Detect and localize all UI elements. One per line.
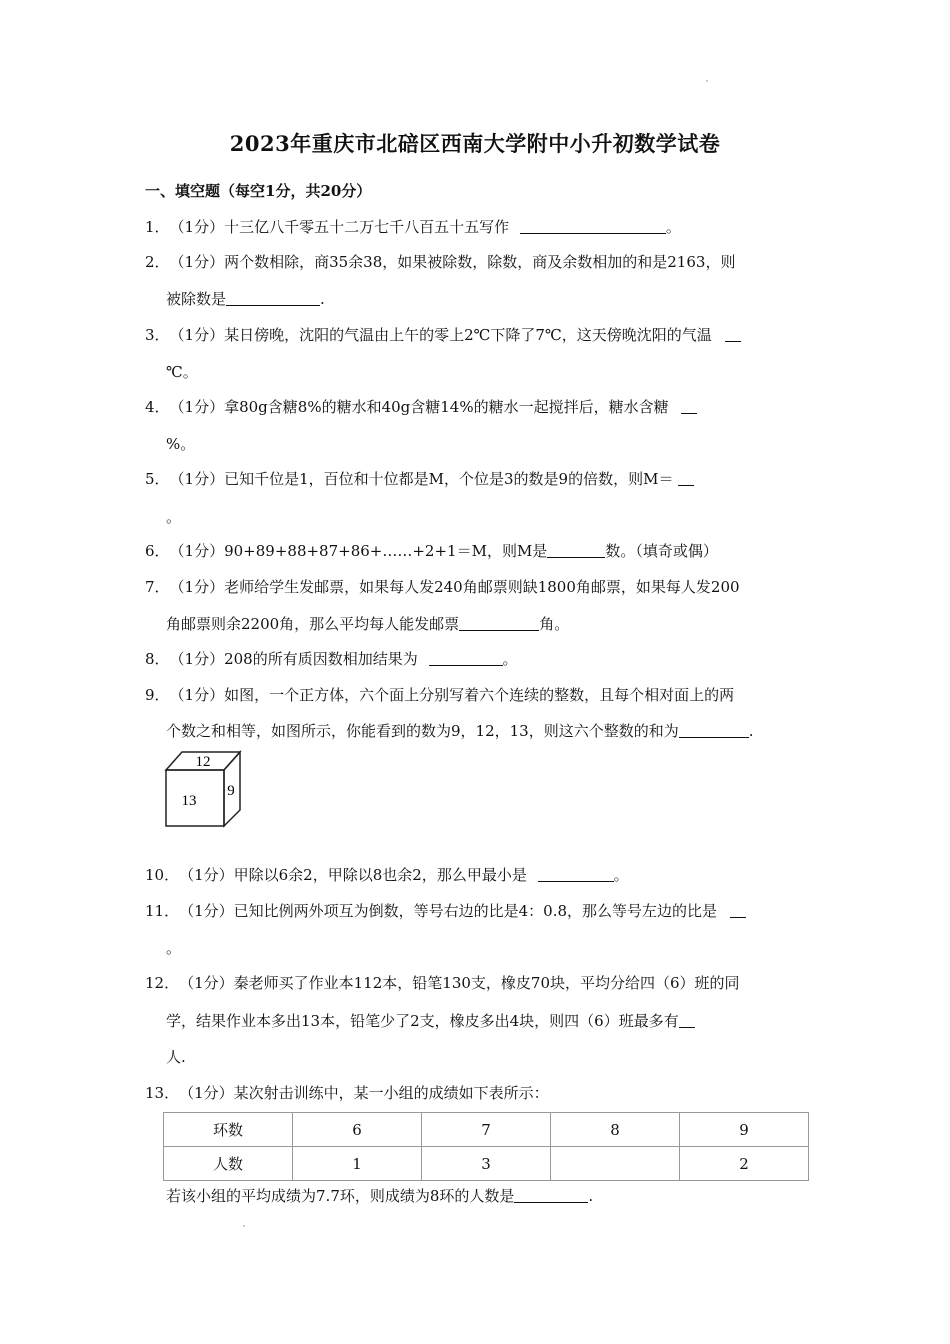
question-number: 1． [145, 218, 170, 236]
section-heading: 一、填空题（每空1分，共20分） [145, 182, 372, 200]
question-9-cont [166, 720, 754, 742]
question-end: . [748, 722, 754, 740]
question-text: 个数之和相等，如图所示，你能看到的数为9，12，13，则这六个整数的和为 [166, 722, 679, 740]
question-12-cont2: 人. [166, 1048, 186, 1066]
answer-blank[interactable] [538, 865, 614, 882]
table-cell: 1 [293, 1147, 422, 1181]
question-3 [145, 324, 741, 346]
question-text: （1分）如图，一个正方体，六个面上分别写着六个连续的整数，且每个相对面上的两 [169, 686, 735, 704]
cube-figure [162, 748, 246, 830]
question-text: 被除数是 [166, 290, 227, 308]
cube-top-number: 12 [195, 754, 211, 770]
question-end: 角。 [539, 615, 570, 633]
question-7 [145, 576, 740, 598]
question-number: 13． [145, 1084, 180, 1102]
question-9 [145, 684, 734, 706]
table-cell: 3 [422, 1147, 551, 1181]
question-text: （1分）两个数相除，商35余38，如果被除数，除数，商及余数相加的和是2163，则 [169, 253, 736, 271]
question-5-cont: 。 [166, 508, 182, 526]
answer-blank[interactable] [459, 614, 539, 631]
question-end: . [588, 1187, 594, 1205]
question-end: . [320, 290, 325, 308]
table-cell: 人数 [164, 1147, 293, 1181]
scan-speck [243, 1225, 245, 1227]
question-text: （1分）老师给学生发邮票，如果每人发240角邮票则缺1800角邮票，如果每人发200 [169, 578, 740, 596]
question-end: 。 [613, 866, 629, 884]
question-number: 7． [145, 578, 170, 596]
answer-blank[interactable] [226, 289, 320, 306]
question-text: （1分）甲除以6余2，甲除以8也余2，那么甲最小是 [179, 866, 527, 884]
question-4 [145, 396, 697, 418]
question-10 [145, 864, 629, 886]
question-end: 数。（填奇或偶） [605, 542, 718, 560]
answer-blank[interactable] [547, 541, 605, 558]
question-5 [145, 468, 694, 490]
question-text: （1分）某日傍晚，沈阳的气温由上午的零上2℃下降了7℃，这天傍晚沈阳的气温 [169, 326, 712, 344]
question-number: 12． [145, 974, 180, 992]
table-cell: 8 [551, 1113, 680, 1147]
question-12-cont [166, 1010, 695, 1032]
answer-blank[interactable] [679, 1011, 695, 1028]
answer-blank[interactable] [730, 901, 746, 918]
question-number: 6． [145, 542, 170, 560]
question-8 [145, 648, 518, 670]
answer-blank[interactable] [514, 1186, 588, 1203]
table-row [164, 1113, 809, 1147]
answer-blank[interactable] [678, 469, 694, 486]
question-text: （1分）已知比例两外项互为倒数，等号右边的比是4：0.8，那么等号左边的比是 [179, 902, 718, 920]
question-4-cont: %。 [166, 435, 196, 453]
answer-blank[interactable] [429, 649, 503, 666]
question-text: （1分）某次射击训练中，某一小组的成绩如下表所示： [179, 1084, 549, 1102]
question-text: 学，结果作业本多出13本，铅笔少了2支，橡皮多出4块，则四（6）班最多有 [166, 1012, 679, 1030]
question-11-cont: 。 [166, 939, 182, 957]
question-number: 5． [145, 470, 170, 488]
answer-blank[interactable] [679, 721, 749, 738]
question-text: 若该小组的平均成绩为7.7环，则成绩为8环的人数是 [166, 1187, 515, 1205]
table-row [164, 1147, 809, 1181]
table-cell: 7 [422, 1113, 551, 1147]
answer-blank[interactable] [725, 325, 741, 342]
question-7-cont [166, 613, 569, 635]
question-number: 4． [145, 398, 170, 416]
answer-blank[interactable] [681, 397, 697, 414]
question-number: 2． [145, 253, 170, 271]
question-3-cont: ℃。 [166, 363, 198, 381]
table-cell: 9 [680, 1113, 809, 1147]
question-number: 3． [145, 326, 170, 344]
table-cell: 环数 [164, 1113, 293, 1147]
question-number: 10． [145, 866, 180, 884]
question-2-cont [166, 288, 325, 310]
question-text: （1分）秦老师买了作业本112本，铅笔130支，橡皮70块，平均分给四（6）班的同 [179, 974, 740, 992]
question-13 [145, 1082, 549, 1104]
question-number: 9． [145, 686, 170, 704]
question-12 [145, 972, 740, 994]
scan-speck [706, 80, 708, 82]
question-1 [145, 216, 681, 238]
question-number: 11． [145, 902, 180, 920]
cube-front-number: 13 [181, 793, 197, 809]
answer-blank[interactable] [520, 217, 666, 234]
table-cell-empty[interactable] [551, 1147, 680, 1181]
question-text: （1分）208的所有质因数相加结果为 [169, 650, 418, 668]
table-cell: 6 [293, 1113, 422, 1147]
question-text: （1分）90+89+88+87+86+……+2+1＝M，则M是 [169, 542, 548, 560]
question-text: （1分）已知千位是1，百位和十位都是M，个位是3的数是9的倍数，则M＝ [169, 470, 674, 488]
question-text: （1分）十三亿八千零五十二万七千八百五十五写作 [169, 218, 510, 236]
score-table [163, 1112, 809, 1181]
question-2 [145, 251, 735, 273]
question-end: 。 [665, 218, 681, 236]
cube-side-number: 9 [227, 783, 235, 799]
table-cell: 2 [680, 1147, 809, 1181]
question-end: 。 [502, 650, 518, 668]
question-number: 8． [145, 650, 170, 668]
question-13-cont [166, 1185, 593, 1207]
exam-title: 2023年重庆市北碚区西南大学附中小升初数学试卷 [229, 131, 721, 156]
question-6 [145, 540, 718, 562]
question-11 [145, 900, 746, 922]
question-text: 角邮票则余2200角，那么平均每人能发邮票 [166, 615, 460, 633]
question-text: （1分）拿80g含糖8%的糖水和40g含糖14%的糖水一起搅拌后，糖水含糖 [169, 398, 669, 416]
